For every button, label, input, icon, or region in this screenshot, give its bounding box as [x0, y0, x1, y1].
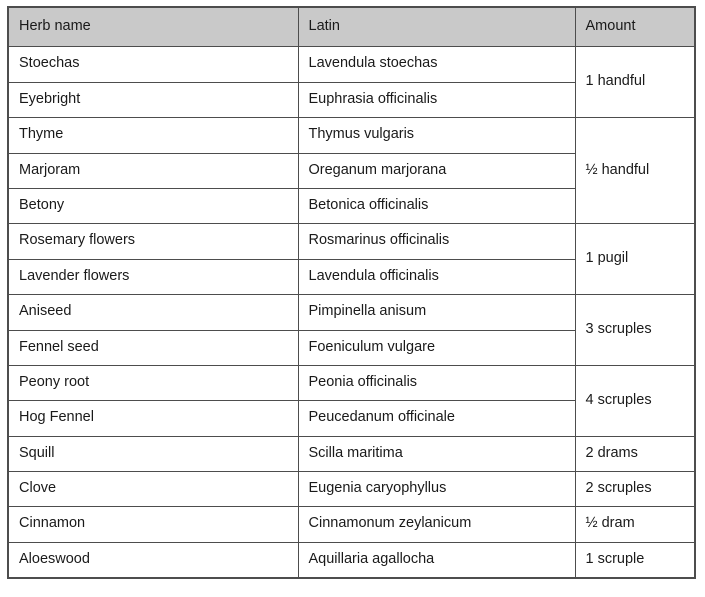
- cell-amount: 1 handful: [575, 47, 695, 118]
- table-row: [8, 118, 695, 153]
- cell-latin: Foeniculum vulgare: [298, 330, 575, 365]
- cell-amount: 1 scruple: [575, 542, 695, 578]
- cell-herb-name: Betony: [8, 188, 298, 223]
- column-header-herb-name: Herb name: [8, 7, 298, 47]
- cell-amount: ½ dram: [575, 507, 695, 542]
- table-header-row: [8, 7, 695, 47]
- cell-herb-name: Cinnamon: [8, 507, 298, 542]
- cell-herb-name: Lavender flowers: [8, 259, 298, 294]
- cell-latin: Cinnamonum zeylanicum: [298, 507, 575, 542]
- cell-amount: 2 drams: [575, 436, 695, 471]
- table-row: [8, 542, 695, 578]
- cell-amount: 4 scruples: [575, 365, 695, 436]
- cell-herb-name: Clove: [8, 472, 298, 507]
- table-header: [8, 7, 695, 47]
- cell-latin: Betonica officinalis: [298, 188, 575, 223]
- table-row: [8, 47, 695, 82]
- cell-amount: 1 pugil: [575, 224, 695, 295]
- table-body: [8, 47, 695, 578]
- cell-herb-name: Squill: [8, 436, 298, 471]
- cell-latin: Thymus vulgaris: [298, 118, 575, 153]
- cell-latin: Aquillaria agallocha: [298, 542, 575, 578]
- cell-herb-name: Peony root: [8, 365, 298, 400]
- cell-latin: Rosmarinus officinalis: [298, 224, 575, 259]
- cell-herb-name: Aniseed: [8, 295, 298, 330]
- cell-herb-name: Rosemary flowers: [8, 224, 298, 259]
- cell-latin: Oreganum marjorana: [298, 153, 575, 188]
- cell-amount: 3 scruples: [575, 295, 695, 366]
- table-row: [8, 365, 695, 400]
- cell-latin: Lavendula officinalis: [298, 259, 575, 294]
- cell-latin: Peucedanum officinale: [298, 401, 575, 436]
- cell-herb-name: Eyebright: [8, 82, 298, 117]
- cell-herb-name: Hog Fennel: [8, 401, 298, 436]
- cell-latin: Euphrasia officinalis: [298, 82, 575, 117]
- table-row: [8, 436, 695, 471]
- table-row: [8, 224, 695, 259]
- cell-latin: Scilla maritima: [298, 436, 575, 471]
- cell-latin: Pimpinella anisum: [298, 295, 575, 330]
- cell-amount: 2 scruples: [575, 472, 695, 507]
- herb-ingredients-table: [7, 6, 696, 579]
- table-row: [8, 472, 695, 507]
- cell-herb-name: Aloeswood: [8, 542, 298, 578]
- table-row: [8, 507, 695, 542]
- column-header-amount: Amount: [575, 7, 695, 47]
- cell-latin: Eugenia caryophyllus: [298, 472, 575, 507]
- column-header-latin: Latin: [298, 7, 575, 47]
- cell-herb-name: Marjoram: [8, 153, 298, 188]
- cell-herb-name: Fennel seed: [8, 330, 298, 365]
- cell-latin: Lavendula stoechas: [298, 47, 575, 82]
- cell-amount: ½ handful: [575, 118, 695, 224]
- cell-herb-name: Stoechas: [8, 47, 298, 82]
- cell-herb-name: Thyme: [8, 118, 298, 153]
- table-row: [8, 295, 695, 330]
- cell-latin: Peonia officinalis: [298, 365, 575, 400]
